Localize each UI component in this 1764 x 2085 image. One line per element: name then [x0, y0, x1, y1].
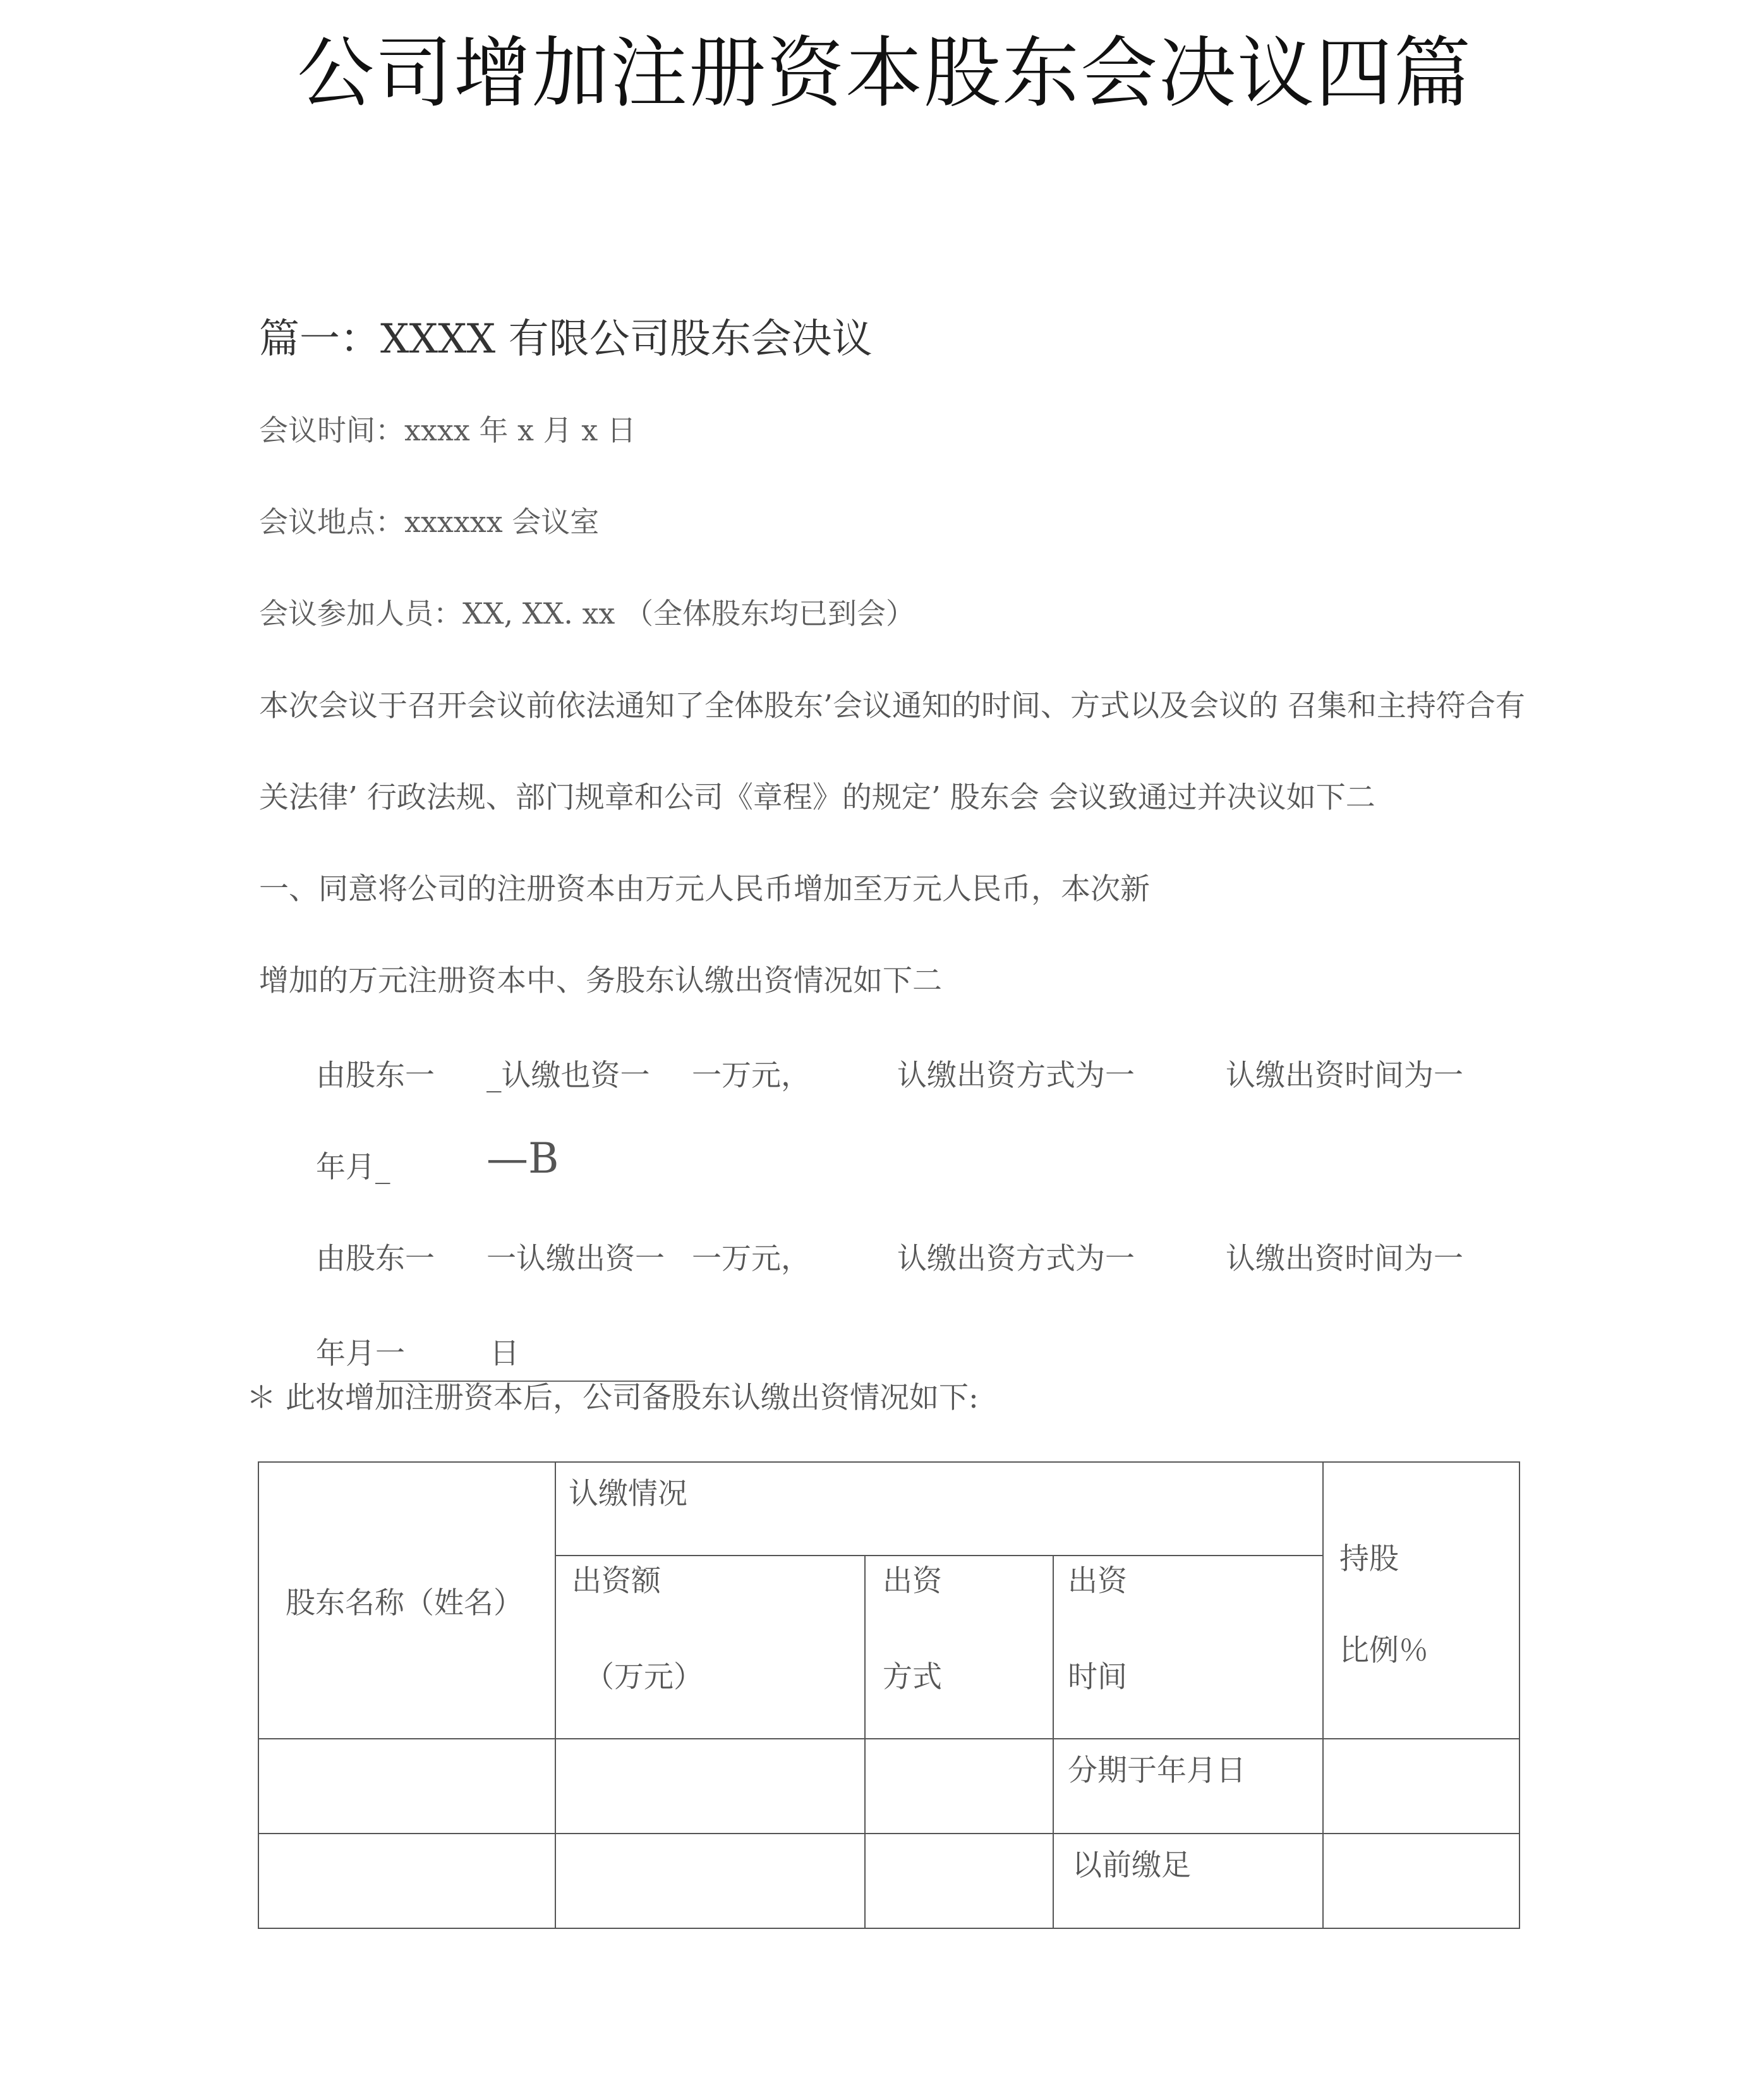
table-row: 以前缴足 [1072, 1848, 1191, 1883]
header-amount-unit: （万元） [584, 1660, 703, 1695]
header-ratio: 持股 [1339, 1542, 1399, 1576]
document-title: 公司增加注册资本股东会决议四篇 [297, 28, 1472, 118]
paragraph-line-2: 关法律’ 行政法规、部门规章和公司《章程》的规定’ 股东会 会议致通过并决议如下二 [259, 780, 1375, 815]
table-border-bottom [258, 1928, 1520, 1929]
table-col-divider [1053, 1555, 1054, 1929]
paragraph-line-1: 本次会议于召开会议前依法通知了全体股东’会议通知的时间、方式以及会议的 召集和主持符合有 [259, 689, 1525, 723]
note-line: ＊ 此妆增加注册资本后，公司备股东认缴出资情况如下: [246, 1381, 979, 1415]
table-col-divider [864, 1555, 866, 1929]
meeting-attendees: 会议参加人员：XX, XX. xx （全体股东均已到会） [259, 596, 915, 631]
date-line-2: 年月一 [316, 1336, 405, 1371]
time-label: 认缴出资时间为一 [1226, 1242, 1463, 1276]
table-col-divider [1322, 1461, 1324, 1929]
subscription-label: 一认缴出资一 [486, 1242, 665, 1276]
method-label: 认缴出资方式为一 [897, 1058, 1135, 1093]
table-row-divider [258, 1833, 1520, 1834]
header-method: 出资 [883, 1564, 942, 1598]
table-row: 分期于年月日 [1068, 1753, 1246, 1788]
header-shareholder-name: 股东名称（姓名） [286, 1586, 523, 1621]
table-col-divider [555, 1461, 556, 1929]
table-border-right [1519, 1461, 1520, 1929]
table-subheader-line [555, 1555, 1324, 1556]
header-subscription: 认缴情况 [569, 1477, 687, 1511]
table-border-left [258, 1461, 259, 1929]
resolution-line-1: 一、同意将公司的注册资本由万元人民币增加至万元人民币，本次新 [259, 872, 1150, 907]
header-time-2: 时间 [1068, 1660, 1127, 1695]
header-ratio-2: 比例％ [1339, 1633, 1429, 1668]
header-amount: 出资额 [572, 1564, 661, 1598]
table-border-top [258, 1461, 1520, 1463]
date-line-1-mark: —B [486, 1134, 559, 1183]
section-heading: 篇一：XXXX 有限公司股东会决议 [259, 316, 873, 363]
date-line-2-day: 日 [490, 1336, 519, 1371]
time-label: 认缴出资时间为一 [1226, 1058, 1463, 1093]
resolution-line-2: 增加的万元注册资本中、务股东认缴出资情况如下二 [259, 964, 942, 998]
subscription-label: _认缴也资一 [486, 1058, 650, 1093]
header-method-2: 方式 [883, 1660, 942, 1695]
amount-label: 一万元， [692, 1242, 811, 1276]
method-label: 认缴出资方式为一 [897, 1242, 1135, 1276]
amount-label: 一万元， [692, 1058, 811, 1093]
meeting-time: 会议时间：xxxx 年 x 月 x 日 [259, 413, 636, 447]
date-line-1: 年月_ [316, 1150, 390, 1185]
shareholder-label: 由股东一 [316, 1058, 435, 1093]
table-header-bottom [258, 1738, 1520, 1739]
shareholder-label: 由股东一 [316, 1242, 435, 1276]
header-time: 出资 [1068, 1564, 1127, 1598]
meeting-place: 会议地点：xxxxxx 会议室 [259, 505, 600, 539]
